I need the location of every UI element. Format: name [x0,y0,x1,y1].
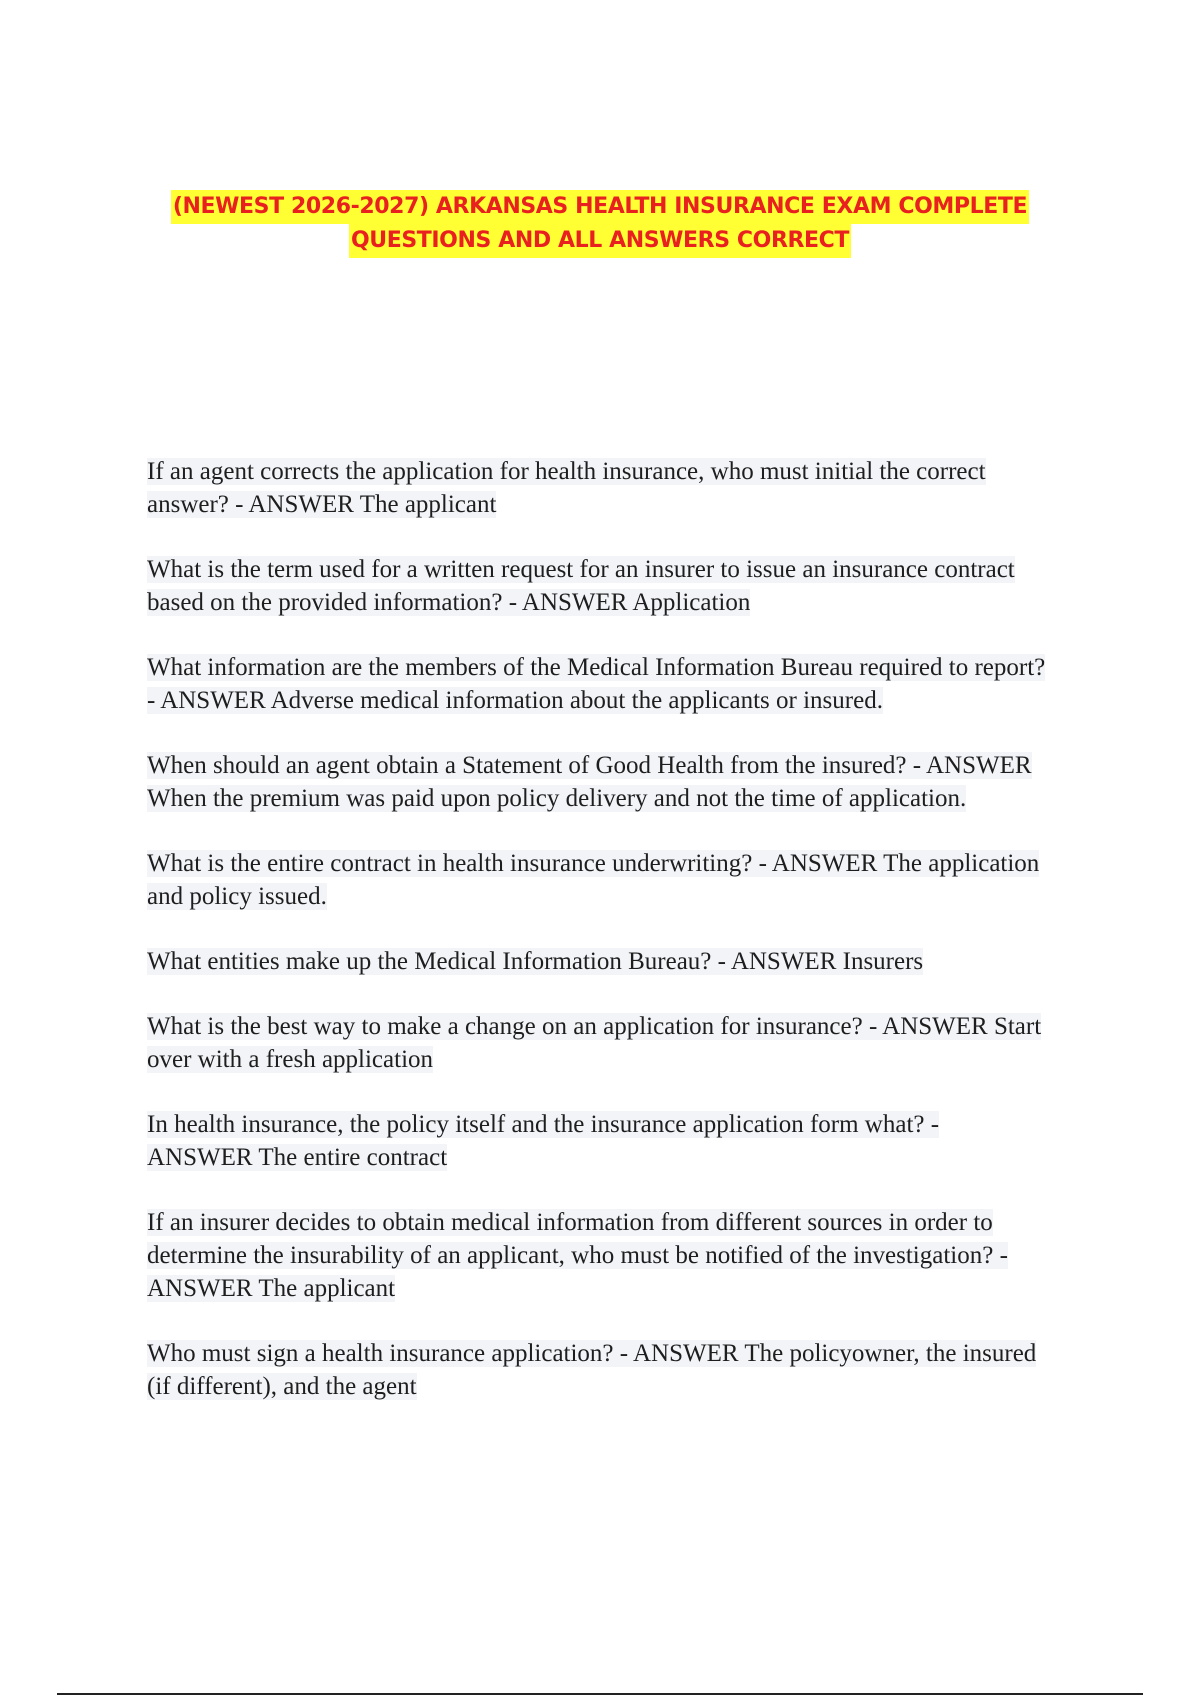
qa-item [147,1337,1047,1403]
document-title [0,190,1200,258]
qa-text: What entities make up the Medical Information Bureau? - ANSWER Insurers [147,948,924,975]
qa-list [147,455,1047,1435]
qa-text: Who must sign a health insurance application? - ANSWER The policyowner, the insured (if different), and the agent [147,1340,1037,1400]
qa-text: What is the best way to make a change on an application for insurance? - ANSWER Start over with a fresh application [147,1013,1042,1073]
title-line-2: QUESTIONS AND ALL ANSWERS CORRECT [349,224,851,258]
qa-item [147,1108,1047,1174]
qa-text: What is the entire contract in health insurance underwriting? - ANSWER The application and policy issued. [147,850,1040,910]
title-line-1: (NEWEST 2026-2027) ARKANSAS HEALTH INSURANCE EXAM COMPLETE [171,190,1029,224]
qa-text: If an agent corrects the application for health insurance, who must initial the correct answer? - ANSWER The applicant [147,458,986,518]
qa-item [147,1206,1047,1305]
qa-text: When should an agent obtain a Statement of Good Health from the insured? - ANSWER When the premium was paid upon policy delivery and not the time of application. [147,752,1032,812]
qa-item [147,749,1047,815]
qa-text: What information are the members of the Medical Information Bureau required to report? - ANSWER Adverse medical information about the applicants or insured. [147,654,1046,714]
footer-rule [57,1693,1143,1695]
qa-item [147,945,1047,978]
qa-item [147,1010,1047,1076]
qa-text: What is the term used for a written request for an insurer to issue an insurance contract based on the provided information? - ANSWER Application [147,556,1015,616]
qa-item [147,553,1047,619]
qa-item [147,455,1047,521]
qa-item [147,651,1047,717]
qa-item [147,847,1047,913]
qa-text: If an insurer decides to obtain medical information from different sources in order to determine the insurability of an applicant, who must be notified of the investigation? - ANSWER The applicant [147,1209,1008,1302]
qa-text: In health insurance, the policy itself and the insurance application form what? - ANSWER The entire contract [147,1111,940,1171]
